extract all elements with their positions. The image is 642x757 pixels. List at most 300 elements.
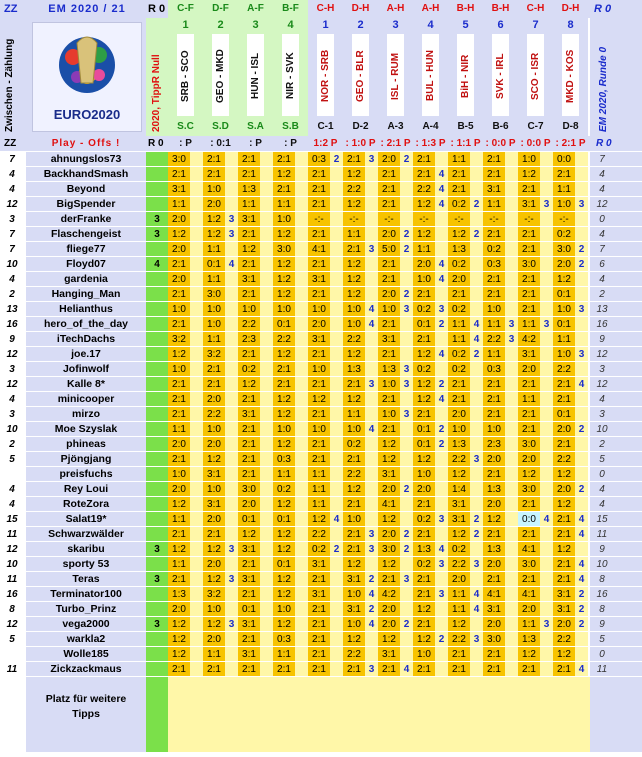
tip-value: 2:1 [483, 392, 505, 406]
tip-value: 1:0 [203, 422, 225, 436]
row-zz: 9 [9, 334, 15, 345]
tip-points [190, 212, 203, 226]
match-code: B-5 [457, 121, 474, 132]
tip-points [260, 587, 273, 601]
row-r0 [146, 587, 168, 601]
tip-value: 1:0 [273, 602, 295, 616]
tip-points [190, 407, 203, 421]
match-name: SVK - IRL [495, 53, 506, 99]
tip-value: 1:2 [273, 437, 295, 451]
tip-value: 1:1 [448, 587, 470, 601]
tip-value: 0:1 [413, 437, 435, 451]
tip-value: 2:1 [238, 152, 260, 166]
tip-value: 1:1 [483, 317, 505, 331]
tip-points: 3 [368, 544, 375, 555]
match-name: NIR - SVK [285, 52, 296, 100]
tip-points [330, 332, 343, 346]
subheader-result: : P [179, 138, 192, 149]
tip-points [540, 272, 553, 286]
table-row [0, 632, 642, 647]
tip-points [505, 632, 518, 646]
tip-value: 1:0 [378, 377, 400, 391]
tip-points [225, 527, 238, 541]
row-rz: 6 [590, 257, 614, 271]
tip-value: 2:1 [518, 272, 540, 286]
tip-points [435, 332, 448, 346]
row-zz: 7 [9, 244, 15, 255]
tip-points [295, 257, 308, 271]
tip-value: 2:1 [238, 422, 260, 436]
tip-value: 2:0 [483, 497, 505, 511]
tip-points [260, 212, 273, 226]
tip-value: 2:1 [413, 152, 435, 166]
tip-points [190, 257, 203, 271]
tip-points [505, 542, 518, 556]
tip-value: 2:1 [238, 392, 260, 406]
tip-points [540, 377, 553, 391]
match-number: 4 [427, 19, 434, 31]
tip-points [470, 257, 483, 271]
tip-value: 1:0 [168, 362, 190, 376]
tip-value: 3:0 [378, 542, 400, 556]
tip-value: 1:1 [518, 392, 540, 406]
tip-value: 2:1 [518, 662, 540, 676]
tip-points: 3 [508, 319, 515, 330]
tip-value: 1:2 [448, 467, 470, 481]
tip-value: 2:1 [343, 527, 365, 541]
match-name: NOR - SRB [320, 49, 331, 103]
tip-points [470, 182, 483, 196]
match-group: A-F [247, 3, 264, 14]
row-rz: 4 [590, 227, 614, 241]
tip-value: 1:2 [553, 272, 575, 286]
tip-value: 2:0 [168, 242, 190, 256]
tip-points [470, 212, 483, 226]
subheader-result: : 2:1 P [555, 138, 586, 149]
match-group: C-H [526, 3, 545, 14]
tip-points: 2 [438, 424, 445, 435]
tip-points [435, 227, 448, 241]
tip-points [400, 317, 413, 331]
tip-value: 2:1 [483, 227, 505, 241]
tip-points [190, 632, 203, 646]
tip-points [365, 497, 378, 511]
tip-points [575, 272, 588, 286]
row-right-fill [614, 227, 642, 241]
match-group: D-H [561, 3, 580, 14]
tip-value: 3:1 [238, 407, 260, 421]
tip-value: 2:0 [168, 482, 190, 496]
tip-points [400, 167, 413, 181]
tip-points [190, 512, 203, 526]
tip-points [540, 467, 553, 481]
tip-value: 2:0 [203, 392, 225, 406]
match-number: 8 [567, 19, 574, 31]
tip-value: 2:1 [448, 167, 470, 181]
tip-points: 2 [403, 289, 410, 300]
tip-points [365, 287, 378, 301]
tip-value: 2:0 [378, 602, 400, 616]
tip-value: 3:1 [378, 467, 400, 481]
tip-points [365, 392, 378, 406]
tip-points [505, 587, 518, 601]
tip-value: 2:1 [308, 452, 330, 466]
tip-points [295, 482, 308, 496]
tip-value: 2:1 [238, 167, 260, 181]
tip-points [470, 242, 483, 256]
tip-points [435, 482, 448, 496]
tip-value: 1:3 [483, 482, 505, 496]
subheader-rz: R 0 [596, 138, 612, 149]
tip-value: 1:1 [483, 347, 505, 361]
tip-points: 4 [473, 319, 480, 330]
row-r0 [146, 392, 168, 406]
tip-value: 2:2 [448, 632, 470, 646]
tip-points [575, 452, 588, 466]
tip-points [330, 407, 343, 421]
tip-points [575, 647, 588, 661]
tip-points [540, 662, 553, 676]
tip-value: 1:0 [203, 182, 225, 196]
tip-points [540, 482, 553, 496]
tip-value: 3:0 [553, 242, 575, 256]
tip-points [540, 647, 553, 661]
tip-value: 3:1 [448, 497, 470, 511]
tip-points [225, 377, 238, 391]
tip-value: 2:1 [168, 392, 190, 406]
tip-points: 4 [438, 544, 445, 555]
tip-points [470, 572, 483, 586]
tip-value: 1:3 [343, 362, 365, 376]
tip-points [470, 467, 483, 481]
row-r0 [146, 662, 168, 676]
row-right-fill [614, 467, 642, 481]
tip-points [400, 182, 413, 196]
tip-value: 1:2 [378, 557, 400, 571]
tip-points [365, 467, 378, 481]
tip-value: 3:2 [203, 347, 225, 361]
row-zz: 4 [9, 499, 15, 510]
tip-points: 3 [228, 619, 235, 630]
tip-value: 2:1 [483, 662, 505, 676]
tip-value: 3:1 [238, 572, 260, 586]
tip-points [225, 317, 238, 331]
tip-points [225, 197, 238, 211]
tip-points: 4 [473, 589, 480, 600]
tip-value: 2:1 [308, 287, 330, 301]
tip-points [330, 647, 343, 661]
row-rz: 9 [590, 542, 614, 556]
euro2020-logo [32, 22, 142, 132]
row-rz: 7 [590, 242, 614, 256]
tip-points [225, 287, 238, 301]
tip-points [540, 242, 553, 256]
tip-points: 2 [578, 619, 585, 630]
table-row [0, 182, 642, 197]
tip-points [260, 422, 273, 436]
tip-points [330, 482, 343, 496]
tip-points [260, 287, 273, 301]
tip-value: 2:1 [273, 662, 295, 676]
tip-points [190, 542, 203, 556]
row-r0: 3 [146, 617, 168, 631]
tip-value: 0:2 [448, 197, 470, 211]
tip-points: 4 [368, 319, 375, 330]
row-r0 [146, 482, 168, 496]
tip-value: 2:0 [378, 482, 400, 496]
row-name: Beyond [26, 182, 146, 196]
tip-points: 3 [228, 574, 235, 585]
tip-value: 1:0 [308, 302, 330, 316]
tip-value: 2:1 [378, 317, 400, 331]
tip-points [295, 152, 308, 166]
tip-value: 1:1 [518, 617, 540, 631]
tip-value: 2:1 [413, 572, 435, 586]
tip-value: 0:1 [238, 512, 260, 526]
tip-points [365, 452, 378, 466]
tip-points: 2 [578, 244, 585, 255]
tip-value: 2:1 [238, 452, 260, 466]
tip-value: 3:1 [308, 587, 330, 601]
tip-value: 1:2 [203, 572, 225, 586]
tip-points: 4 [473, 604, 480, 615]
tip-value: 3:0 [518, 482, 540, 496]
tip-points [295, 392, 308, 406]
tip-points [365, 407, 378, 421]
tip-value: 1:0 [203, 602, 225, 616]
tip-value: 2:1 [553, 527, 575, 541]
tip-value: 1:1 [413, 242, 435, 256]
row-right-fill [614, 452, 642, 466]
table-row [0, 617, 642, 632]
tip-points [575, 167, 588, 181]
tip-points [190, 377, 203, 391]
tip-points [505, 572, 518, 586]
tip-value: 2:1 [203, 167, 225, 181]
tip-value: 1:0 [553, 347, 575, 361]
row-name: minicooper [26, 392, 146, 406]
row-r0 [146, 437, 168, 451]
tip-value: 1:2 [273, 497, 295, 511]
table-row [0, 557, 642, 572]
tip-points [295, 332, 308, 346]
tip-value: 3:1 [483, 602, 505, 616]
row-name: vega2000 [26, 617, 146, 631]
table-row [0, 362, 642, 377]
row-zz: 7 [9, 229, 15, 240]
tip-value: 3:0 [203, 287, 225, 301]
tip-points: 4 [578, 529, 585, 540]
tip-points [295, 167, 308, 181]
row-name: Jofinwolf [26, 362, 146, 376]
tip-value: 2:1 [203, 662, 225, 676]
row-rz: 4 [590, 182, 614, 196]
tip-points: 3 [438, 514, 445, 525]
tip-points: 4 [438, 394, 445, 405]
tip-points [260, 257, 273, 271]
tip-value: 2:1 [343, 452, 365, 466]
row-rz: 7 [590, 152, 614, 166]
tip-points [505, 512, 518, 526]
tip-points [365, 512, 378, 526]
tip-value: 5:0 [378, 242, 400, 256]
tip-value: 1:2 [238, 242, 260, 256]
tip-points [260, 527, 273, 541]
tip-value: 2:1 [168, 662, 190, 676]
tip-value: 2:1 [553, 377, 575, 391]
tip-value: 2:0 [448, 272, 470, 286]
tip-points [365, 257, 378, 271]
tipp-label: 2020, TippR Null [151, 54, 162, 132]
tip-value: 1:2 [553, 542, 575, 556]
tip-points: 4 [438, 169, 445, 180]
tip-points [225, 167, 238, 181]
table-row [0, 647, 642, 662]
subheader-result: : 1:3 P [415, 138, 446, 149]
tip-value: 0:3 [273, 452, 295, 466]
tip-points [330, 422, 343, 436]
tip-value: 1:2 [343, 347, 365, 361]
row-r0 [146, 242, 168, 256]
tip-points [190, 527, 203, 541]
tip-value: -:- [448, 212, 470, 226]
tip-value: 2:2 [238, 317, 260, 331]
tip-points: 3 [403, 409, 410, 420]
tip-value: 1:0 [343, 302, 365, 316]
tip-points [190, 422, 203, 436]
tip-value: 1:2 [343, 632, 365, 646]
tip-points [225, 152, 238, 166]
tip-value: 2:0 [553, 422, 575, 436]
tip-points: 2 [438, 439, 445, 450]
tip-value: 1:1 [448, 317, 470, 331]
tip-value: 2:1 [308, 167, 330, 181]
row-name: sporty 53 [26, 557, 146, 571]
tip-points [295, 632, 308, 646]
tip-points [505, 287, 518, 301]
tip-value: 2:1 [553, 392, 575, 406]
match-number: 2 [217, 19, 224, 31]
row-rz: 3 [590, 362, 614, 376]
tip-value: 2:1 [448, 182, 470, 196]
row-name: Kalle 8* [26, 377, 146, 391]
row-name: BigSpender [26, 197, 146, 211]
tip-value: 1:2 [168, 497, 190, 511]
tip-points [330, 632, 343, 646]
tip-value: 2:1 [343, 662, 365, 676]
tip-points [470, 647, 483, 661]
tip-points [295, 242, 308, 256]
row-rz: 2 [590, 287, 614, 301]
tip-value: -:- [308, 212, 330, 226]
tip-value: 1:3 [483, 542, 505, 556]
tip-points [365, 212, 378, 226]
tip-points [330, 287, 343, 301]
tip-points: 2 [473, 199, 480, 210]
tip-points: 4 [578, 514, 585, 525]
tip-points: 4 [473, 334, 480, 345]
row-right-fill [614, 302, 642, 316]
row-rz: 13 [590, 302, 614, 316]
tip-value: 2:1 [308, 572, 330, 586]
table-row [0, 257, 642, 272]
tip-points [190, 437, 203, 451]
tip-points [575, 362, 588, 376]
match-group: D-H [351, 3, 370, 14]
tip-points [225, 182, 238, 196]
footer-r0-fill [146, 677, 168, 752]
row-zz: 11 [6, 574, 18, 585]
tip-value: 1:2 [168, 347, 190, 361]
table-row [0, 392, 642, 407]
tip-points [190, 197, 203, 211]
tip-value: 1:2 [413, 227, 435, 241]
tip-points: 2 [403, 154, 410, 165]
subheader-result: : P [284, 138, 297, 149]
tip-value: 3:1 [168, 182, 190, 196]
tip-value: 2:1 [238, 467, 260, 481]
tip-value: 2:0 [378, 152, 400, 166]
table-row [0, 407, 642, 422]
row-zz: 16 [6, 319, 18, 330]
tip-value: 1:1 [203, 272, 225, 286]
row-right-fill [614, 317, 642, 331]
tip-points [330, 557, 343, 571]
tip-value: 1:2 [273, 272, 295, 286]
row-r0 [146, 317, 168, 331]
row-name: ahnungslos73 [26, 152, 146, 166]
tip-value: 2:1 [308, 347, 330, 361]
tip-value: 1:0 [168, 302, 190, 316]
row-name: Floyd07 [26, 257, 146, 271]
tip-points [540, 302, 553, 316]
tip-points [295, 647, 308, 661]
tip-value: 2:0 [483, 617, 505, 631]
tip-value: 2:0 [413, 257, 435, 271]
tip-value: 0:2 [448, 347, 470, 361]
tip-points [505, 617, 518, 631]
tip-points [225, 437, 238, 451]
tip-value: 1:1 [553, 332, 575, 346]
match-code: A-4 [422, 121, 439, 132]
tip-points: 3 [473, 559, 480, 570]
tip-value: 1:2 [203, 452, 225, 466]
tip-points [225, 362, 238, 376]
row-r0 [146, 422, 168, 436]
tip-points [540, 572, 553, 586]
tip-points [295, 497, 308, 511]
tip-value: 2:2 [483, 332, 505, 346]
tip-points [505, 242, 518, 256]
tip-points: 3 [578, 349, 585, 360]
tip-points [575, 212, 588, 226]
subheader-result: : 1:0 P [345, 138, 376, 149]
match-code: C-1 [317, 121, 334, 132]
tip-points [505, 482, 518, 496]
tip-value: 3:0 [518, 557, 540, 571]
tip-points: 4 [438, 274, 445, 285]
tip-value: 2:1 [518, 302, 540, 316]
tip-points: 4 [368, 619, 375, 630]
tip-value: 1:2 [378, 512, 400, 526]
row-rz: 11 [590, 527, 614, 541]
tip-value: -:- [483, 212, 505, 226]
tip-points [435, 497, 448, 511]
tip-points [470, 422, 483, 436]
tip-points [435, 242, 448, 256]
tip-points: 2 [578, 259, 585, 270]
tip-value: -:- [378, 212, 400, 226]
